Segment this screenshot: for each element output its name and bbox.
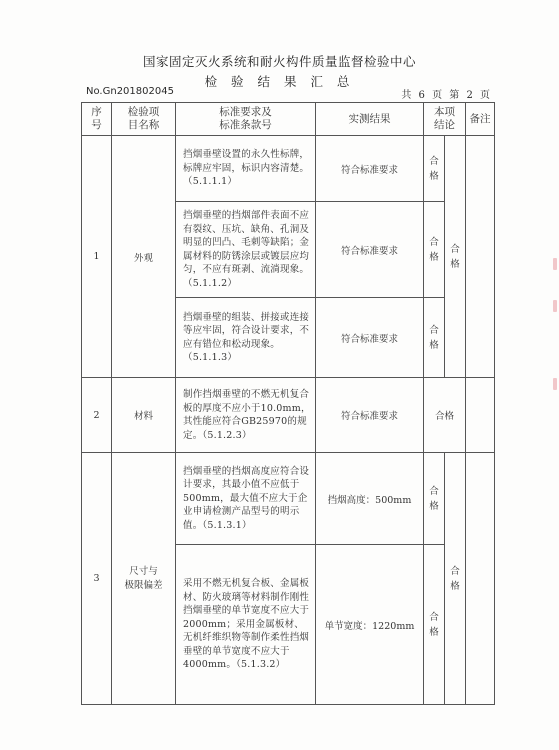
table-row [82,378,495,453]
page-subtitle: 检 验 结 果 汇 总 [204,74,355,89]
table-row [82,136,495,202]
header-item [112,103,176,136]
group3-conclusion [445,453,466,705]
group3-conclusion-char1: 合 [450,565,460,577]
header-conclusion-line1: 本项 [434,106,455,118]
group1-item: 外观 [112,136,176,378]
header-item-line1: 检验项 [127,106,160,118]
group2-item: 材料 [112,378,176,453]
g1r1-result: 符合标准要求 [316,136,424,202]
results-table [81,102,495,705]
g1r3-conclusion-char2: 格 [429,339,439,351]
group3-item-line1: 尺寸与 [129,565,158,577]
table-row [82,453,495,545]
g3r2-result: 单节宽度：1220mm [316,545,424,705]
seal-mark [553,258,557,270]
group3-conclusion-char2: 格 [450,580,460,592]
g3r2-standard: 采用不燃无机复合板、金属板材、防火玻璃等材料制作刚性挡烟垂壁的单节宽度不应大于2000mm；采用金属板材、无机纤维织物等制作柔性挡烟垂壁的单节宽度不应大于4000mm。（5.1.3.2） [176,545,316,705]
header-conclusion-line2: 结论 [434,119,455,131]
g3r1-result: 挡烟高度：500mm [316,453,424,545]
header-remark: 备注 [466,103,495,136]
g2r1-result: 符合标准要求 [316,378,424,453]
header-item-line2: 目名称 [127,119,160,131]
seal-mark [553,300,557,312]
g3r1-conclusion [424,453,445,545]
header-seq-line1: 序 [91,106,102,118]
g3r1-conclusion-char2: 格 [429,500,439,512]
header-row [82,103,495,136]
group2-seq: 2 [82,378,112,453]
header-standard-line2: 标准条款号 [219,119,272,131]
group1-conclusion-char1: 合 [450,243,460,255]
g3r1-conclusion-char1: 合 [429,485,439,497]
page-info: 共 6 页 第 2 页 [401,90,490,101]
group3-remark [466,453,495,705]
g3r2-conclusion-char2: 格 [429,626,439,638]
group1-conclusion-char2: 格 [450,258,460,270]
group1-conclusion [445,136,466,378]
group1-remark [466,136,495,378]
header-standard-line1: 标准要求及 [219,106,272,118]
g2r1-standard: 制作挡烟垂壁的不燃无机复合板的厚度不应小于10.0mm，其性能应符合GB25970的规定。（5.1.2.3） [176,378,316,453]
g1r2-conclusion [424,202,445,298]
g1r1-conclusion [424,136,445,202]
header-standard [176,103,316,136]
g1r3-result: 符合标准要求 [316,298,424,378]
g3r2-conclusion-char1: 合 [429,611,439,623]
g3r1-standard: 挡烟垂壁的挡烟高度应符合设计要求，其最小值不应低于500mm，最大值不应大于企业申请检测产品型号的明示值。（5.1.3.1） [176,453,316,545]
group3-item [112,453,176,705]
group3-item-line2: 极限偏差 [124,579,163,591]
g3r2-conclusion [424,545,445,705]
g1r2-conclusion-char1: 合 [429,236,439,248]
g2r1-conclusion: 合格 [424,378,466,453]
seal-mark [553,378,557,390]
header-item-conclusion [424,103,466,136]
header-seq [82,103,112,136]
g1r1-conclusion-char1: 合 [429,155,439,167]
g1r2-standard: 挡烟垂壁的挡烟部件表面不应有裂纹、压坑、缺角、孔洞及明显的凹凸、毛刺等缺陷；金属材料的防锈涂层或镀层应均匀，不应有斑剥、流淌现象。（5.1.1.2） [176,202,316,298]
group3-seq: 3 [82,453,112,705]
g1r2-result: 符合标准要求 [316,202,424,298]
g1r2-conclusion-char2: 格 [429,251,439,263]
header-seq-line2: 号 [91,119,102,131]
g1r1-conclusion-char2: 格 [429,170,439,182]
report-number: No.Gn201802045 [86,86,174,97]
page-title: 国家固定灭火系统和耐火构件质量监督检验中心 [142,54,416,69]
g1r3-conclusion-char1: 合 [429,324,439,336]
group1-seq: 1 [82,136,112,378]
g1r3-standard: 挡烟垂壁的组装、拼接或连接等应牢固，符合设计要求，不应有错位和松动现象。（5.1.1.3） [176,298,316,378]
g1r1-standard: 挡烟垂壁设置的永久性标牌，标牌应牢固，标识内容清楚。（5.1.1.1） [176,136,316,202]
header-result: 实测结果 [316,103,424,136]
g1r3-conclusion [424,298,445,378]
group2-remark [466,378,495,453]
